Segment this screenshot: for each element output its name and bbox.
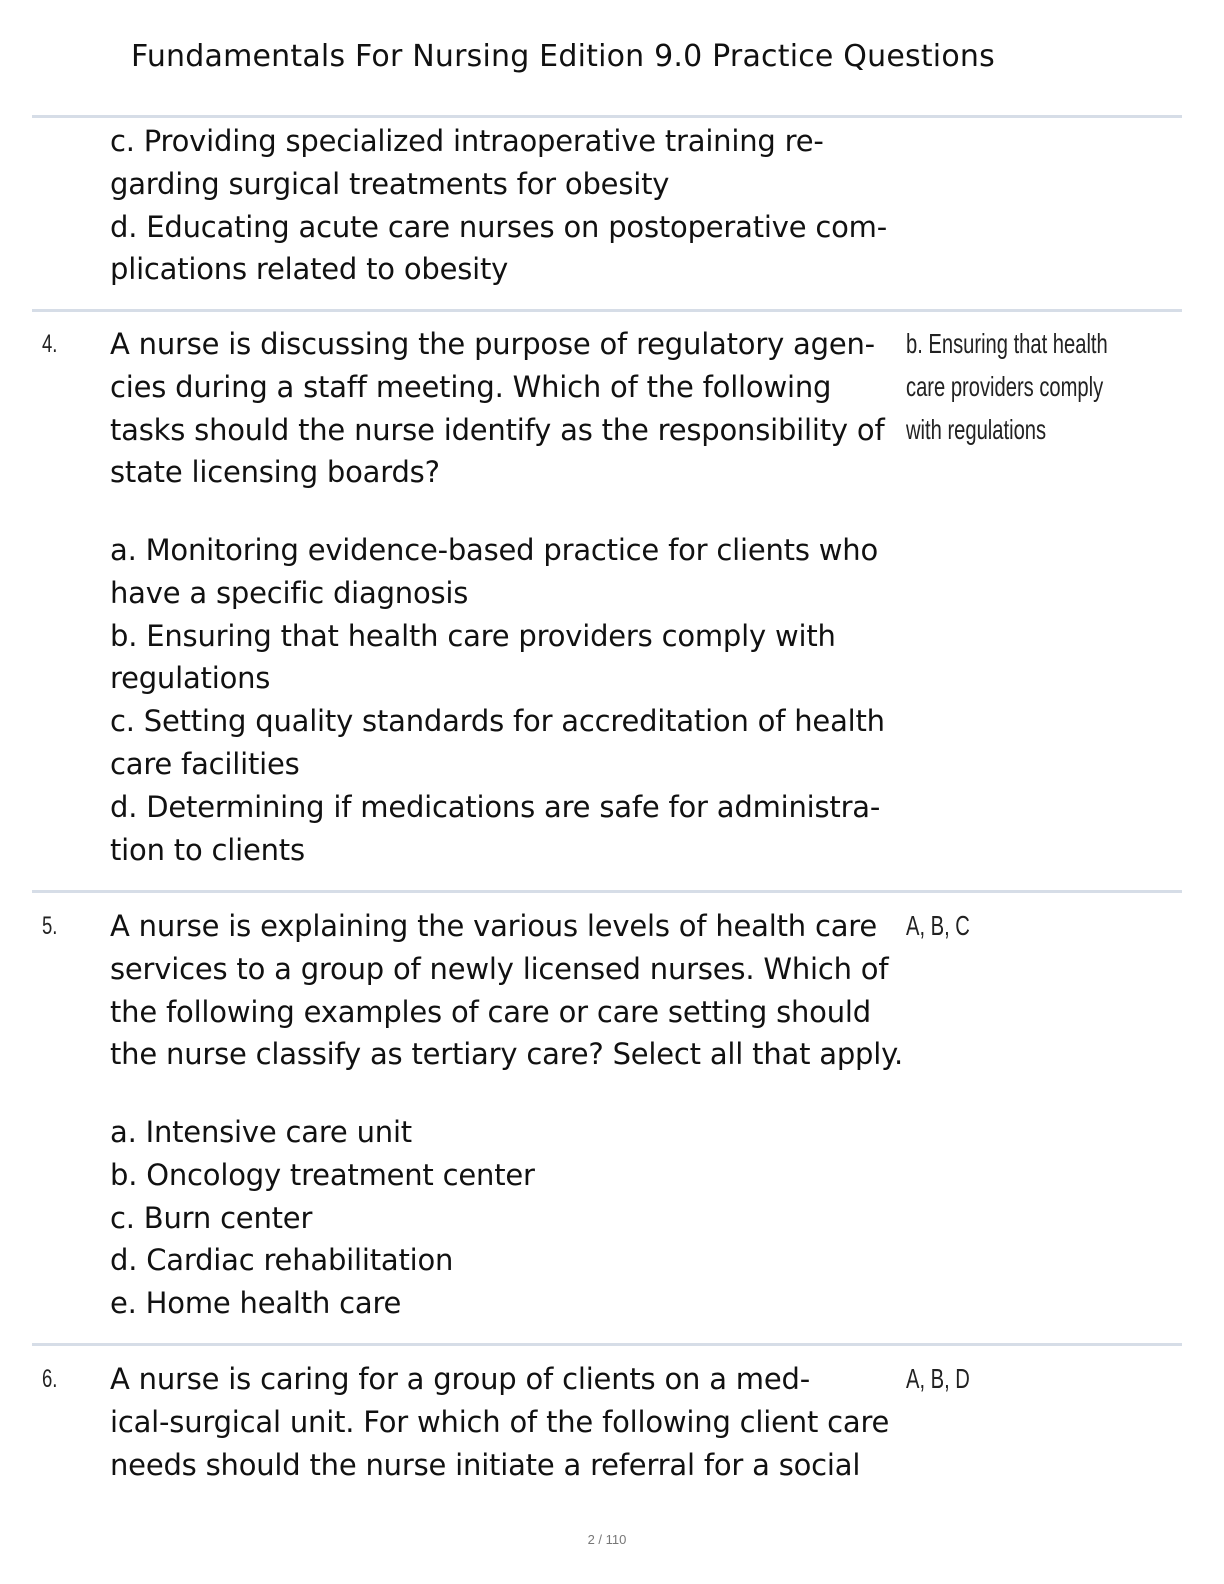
stem-line: tasks should the nurse identify as the responsibility of <box>110 412 885 447</box>
stem-line: A nurse is caring for a group of clients on a med- <box>110 1362 810 1396</box>
answer-line: A, B, D <box>906 1363 970 1394</box>
answer <box>906 322 1108 451</box>
stem-line: the nurse classify as tertiary care? Select all that apply. <box>110 1037 903 1072</box>
option-line: a. Intensive care unit <box>110 1115 412 1149</box>
question-number: 6. <box>42 1365 58 1393</box>
divider <box>32 1343 1182 1346</box>
option-line: d. Educating acute care nurses on postoperative com- <box>110 209 887 244</box>
stem-line: state licensing boards? <box>110 455 440 490</box>
answer-line: b. Ensuring that health <box>906 328 1108 359</box>
stem-line: A nurse is discussing the purpose of regulatory agen- <box>110 327 875 361</box>
answer-line: care providers comply <box>906 371 1104 402</box>
option-line: b. Oncology treatment center <box>110 1157 535 1192</box>
option-line: a. Monitoring evidence-based practice for clients who <box>110 533 878 567</box>
page-title: Fundamentals For Nursing Edition 9.0 Practice Questions <box>131 39 995 74</box>
question-options <box>110 1111 900 1325</box>
answer-line: with regulations <box>906 414 1047 445</box>
answer <box>906 1357 970 1400</box>
option-line: c. Burn center <box>110 1200 313 1235</box>
stem-line: the following examples of care or care setting should <box>110 994 871 1029</box>
answer <box>906 904 970 947</box>
answer-line: A, B, C <box>906 910 970 941</box>
continuation-options <box>110 120 900 291</box>
option-line: d. Determining if medications are safe for administra- <box>110 789 881 824</box>
divider <box>32 115 1182 118</box>
question-stem <box>110 905 903 1076</box>
option-line: care facilities <box>110 746 300 781</box>
option-line: e. Home health care <box>110 1286 402 1321</box>
question-number: 5. <box>42 912 58 940</box>
option-line: garding surgical treatments for obesity <box>110 166 670 201</box>
stem-line: A nurse is explaining the various levels of health care <box>110 909 878 943</box>
stem-line: cies during a staff meeting. Which of the following <box>110 369 832 404</box>
divider <box>32 309 1182 312</box>
option-line: c. Providing specialized intraoperative training re- <box>110 124 824 158</box>
option-line: have a specific diagnosis <box>110 575 469 610</box>
stem-line: ical-surgical unit. For which of the following client care <box>110 1404 890 1439</box>
option-line: b. Ensuring that health care providers comply with <box>110 618 836 653</box>
question-stem <box>110 323 900 494</box>
stem-line: services to a group of newly licensed nurses. Which of <box>110 951 889 986</box>
question-options <box>110 529 900 871</box>
question-number: 4. <box>42 330 58 358</box>
option-line: c. Setting quality standards for accreditation of health <box>110 704 885 739</box>
option-line: d. Cardiac rehabilitation <box>110 1243 454 1278</box>
page-number: 2 / 110 <box>587 1532 627 1547</box>
option-line: regulations <box>110 661 271 696</box>
option-line: plications related to obesity <box>110 252 509 287</box>
stem-line: needs should the nurse initiate a referral for a social <box>110 1447 861 1482</box>
divider <box>32 890 1182 893</box>
option-line: tion to clients <box>110 832 305 867</box>
question-stem <box>110 1358 900 1486</box>
